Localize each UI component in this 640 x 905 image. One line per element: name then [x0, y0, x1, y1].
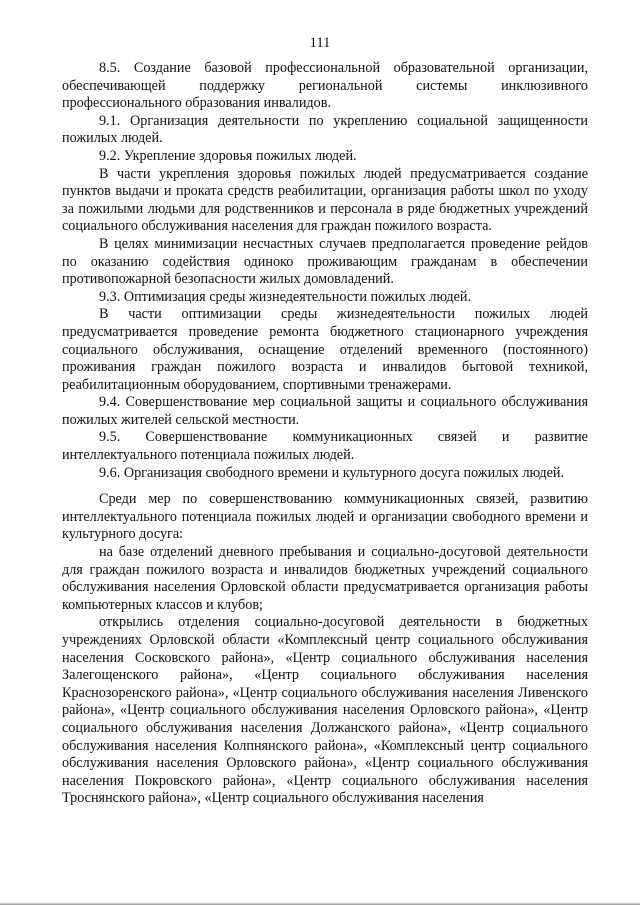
paragraph-environment-optimization: В части оптимизации среды жизнедеятельности пожилых людей предусматривается проведение ремонта бюджетного стационарного учреждения социального обслуживания, оснащение отделений временного (постоянного) проживания граждан пожилого возраста и инвалидов бытовой техникой, реабилитационным оборудованием, спортивными тренажерами.	[62, 306, 588, 393]
paragraph-9-2: 9.2. Укрепление здоровья пожилых людей.	[99, 147, 357, 164]
paragraph-health-measures: В части укрепления здоровья пожилых людей предусматривается создание пунктов выдачи и проката средств реабилитации, организация работы школ по уходу за пожилыми людьми для родственников и персонала в ряде бюджетных учреждений социального обслуживания населения для граждан пожилого возраста.	[62, 165, 588, 235]
page-number: 111	[309, 35, 331, 51]
paragraph-opened-departments: открылись отделения социально-досуговой деятельности в бюджетных учреждениях Орловской области «Комплексный центр социального обслуживания населения Сосковского района», «Центр социального обслуживания населения Залегощенского района», «Центр социального обслуживания населения Краснозоренского района», «Центр социального обслуживания населения Ливенского района», «Центр социального обслуживания населения Орловского района», «Центр социального обслуживания населения Должанского района», «Центр социального обслуживания населения Колпнянского района», «Комплексный центр социального обслуживания населения Орловского района», «Центр социального обслуживания населения Покровского района», «Центр социального обслуживания населения Троснянского района», «Центр социального обслуживания населения	[62, 614, 588, 807]
document-body	[62, 60, 588, 808]
paragraph-9-4: 9.4. Совершенствование мер социальной защиты и социального обслуживания пожилых жителей сельской местности.	[62, 394, 588, 428]
paragraph-9-5: 9.5. Совершенствование коммуникационных связей и развитие интеллектуального потенциала пожилых людей.	[62, 429, 588, 464]
paragraph-9-6: 9.6. Организация свободного времени и культурного досуга пожилых людей.	[99, 464, 565, 481]
paragraph-measures-intro: Среди мер по совершенствованию коммуникационных связей, развитию интеллектуального потенциала пожилых людей и организации свободного времени и культурного досуга:	[62, 491, 588, 543]
paragraph-computer-classes: на базе отделений дневного пребывания и социально-досуговой деятельности для граждан пожилого возраста и инвалидов бюджетных учреждений социального обслуживания населения Орловской области предусматривается организация работы компьютерных классов и клубов;	[62, 544, 588, 613]
paragraph-9-1: 9.1. Организация деятельности по укреплению социальной защищенности пожилых людей.	[62, 112, 588, 147]
paragraph-accident-prevention: В целях минимизации несчастных случаев предполагается проведение рейдов по оказанию содействия одиноко проживающим гражданам в обеспечении противопожарной безопасности жилых домовладений.	[62, 235, 588, 288]
paragraph-9-3: 9.3. Оптимизация среды жизнедеятельности пожилых людей.	[99, 288, 472, 305]
paragraph-8-5: 8.5. Создание базовой профессиональной образовательной организации, обеспечивающей поддержку региональной системы инклюзивного профессионального образования инвалидов.	[62, 60, 588, 112]
